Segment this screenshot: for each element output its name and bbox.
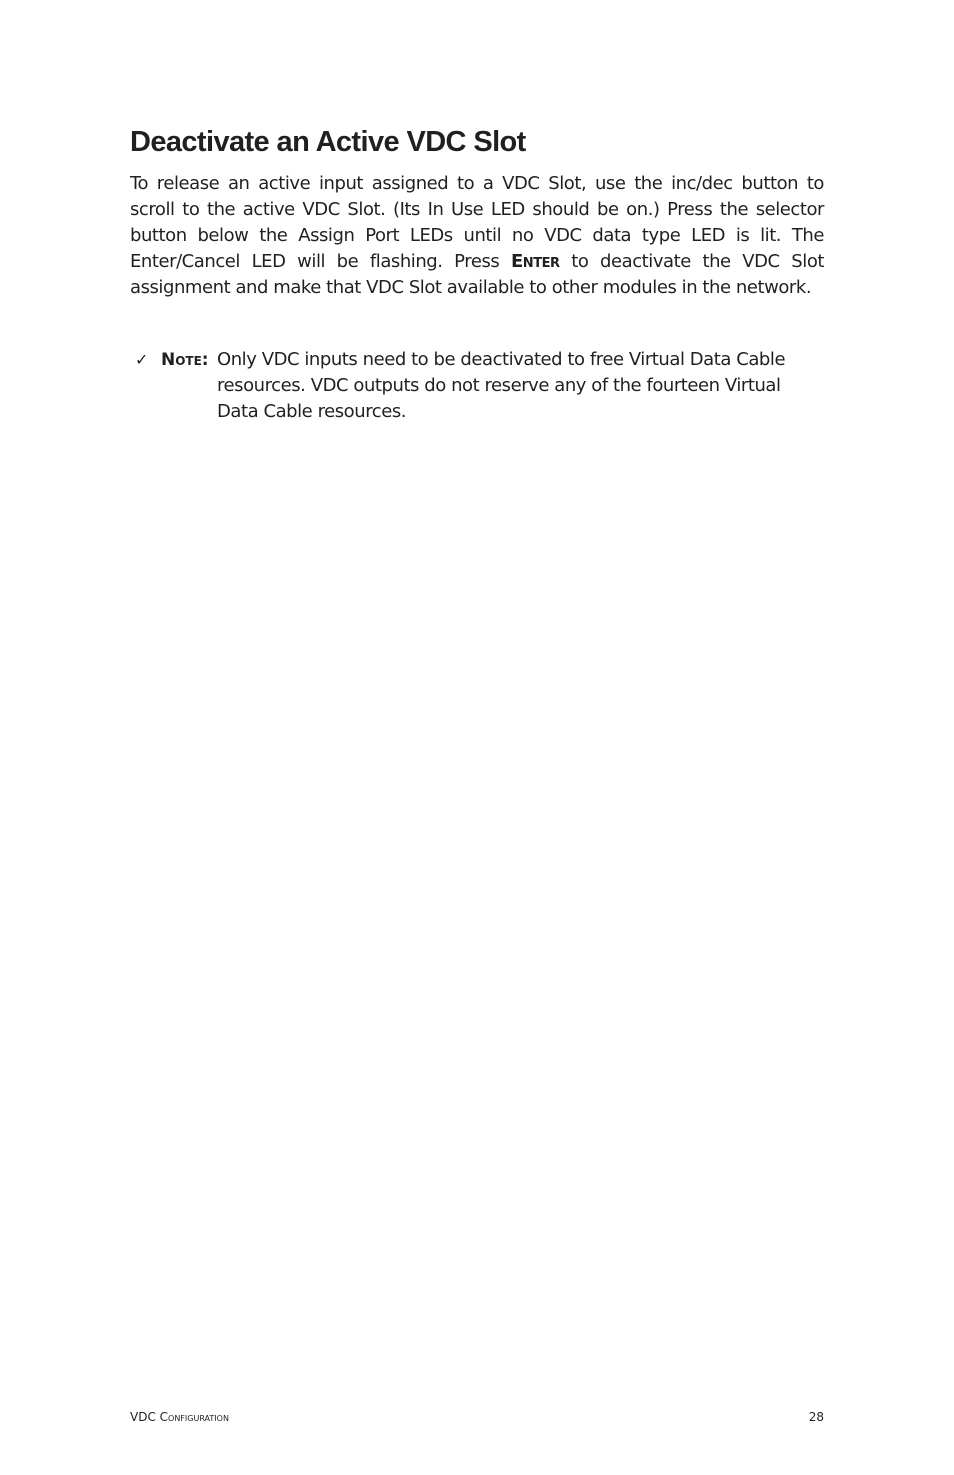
paragraph-text-after: to deactivate the VDC Slot assignment and make that VDC Slot available to other modules in the network. xyxy=(130,251,825,298)
page-number: 28 xyxy=(808,1410,824,1424)
section-heading: Deactivate an Active VDC Slot xyxy=(130,126,526,158)
enter-key-name: Enter xyxy=(510,251,560,272)
paragraph-text-before: To release an active input assigned to a VDC Slot, use the inc/dec button to scroll to the active VDC Slot. (Its In Use LED should be on.) Press the selector button below the Assign Port LEDs until no VDC data type LED is lit. The Enter/Cancel LED will be flashing. Press xyxy=(130,173,824,272)
body-paragraph xyxy=(130,171,824,301)
note-label: Note: xyxy=(161,350,209,370)
checkmark-icon: ✓ xyxy=(135,350,148,369)
note-text: Only VDC inputs need to be deactivated to free Virtual Data Cable resources. VDC outputs do not reserve any of the fourteen Virtual Data Cable resources. xyxy=(217,349,786,422)
footer-section-title: VDC Configuration xyxy=(130,1410,229,1424)
